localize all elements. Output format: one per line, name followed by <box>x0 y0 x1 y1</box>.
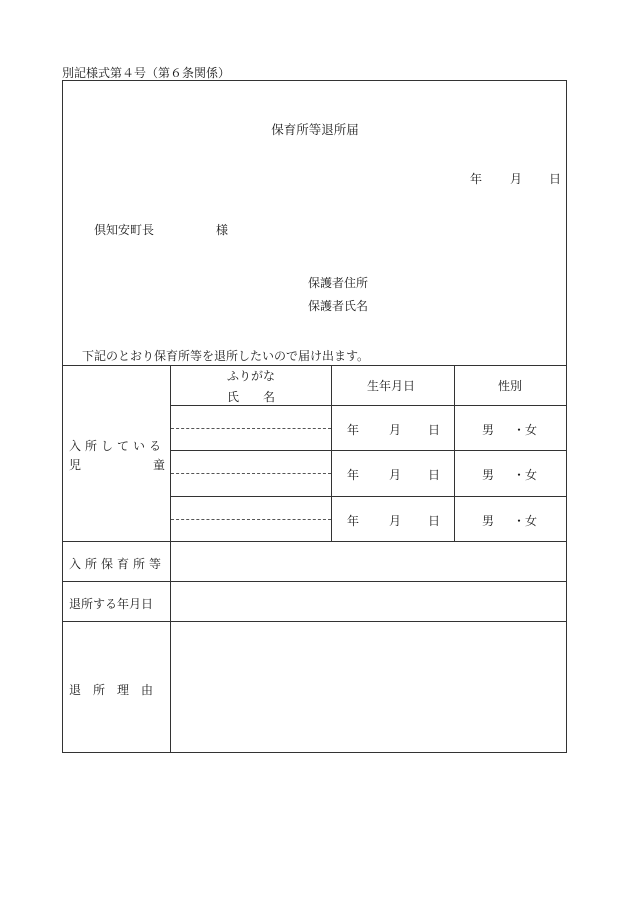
label-column-border <box>170 365 171 753</box>
date-day-label: 日 <box>549 172 562 186</box>
facility-row-bottom <box>62 581 567 582</box>
row-divider-1 <box>170 450 567 451</box>
form-id: 別記様式第４号（第６条関係） <box>62 66 231 80</box>
row1-month: 月 <box>389 423 402 437</box>
form-title: 保育所等退所届 <box>271 122 359 137</box>
form-frame <box>62 80 567 753</box>
furigana-divider-3 <box>171 519 331 520</box>
date-year-label: 年 <box>470 172 483 186</box>
birthdate-column-border <box>454 365 455 541</box>
furigana-divider-2 <box>171 473 331 474</box>
facility-label: 入所保育所等 <box>69 557 166 571</box>
row2-female: ・女 <box>513 468 538 482</box>
row2-month: 月 <box>389 468 402 482</box>
statement: 下記のとおり保育所等を退所したいので届け出ます。 <box>82 349 370 363</box>
header-gender: 性別 <box>498 379 523 393</box>
row3-female: ・女 <box>513 514 538 528</box>
header-furigana: ふりがな <box>227 369 276 383</box>
guardian-name-label: 保護者氏名 <box>308 299 369 313</box>
header-birthdate: 生年月日 <box>367 379 416 393</box>
row1-day: 日 <box>428 423 441 437</box>
header-name: 氏 名 <box>227 390 276 404</box>
name-column-border <box>331 365 332 541</box>
children-label-line2-a: 児 <box>69 458 82 472</box>
withdrawal-date-label: 退所する年月日 <box>69 597 154 611</box>
header-bottom-border <box>170 405 567 406</box>
row-divider-2 <box>170 496 567 497</box>
reason-label: 退 所 理 由 <box>69 683 154 697</box>
honorific: 様 <box>216 223 229 237</box>
row3-year: 年 <box>347 514 360 528</box>
guardian-address-label: 保護者住所 <box>308 276 369 290</box>
children-section-bottom <box>62 541 567 542</box>
date-row-bottom <box>62 621 567 622</box>
furigana-divider-1 <box>171 428 331 429</box>
row2-male: 男 <box>482 468 495 482</box>
children-label-line1: 入所している <box>69 439 166 453</box>
row2-year: 年 <box>347 468 360 482</box>
row1-female: ・女 <box>513 423 538 437</box>
row1-year: 年 <box>347 423 360 437</box>
row3-month: 月 <box>389 514 402 528</box>
addressee: 倶知安町長 <box>94 223 155 237</box>
table-top-border <box>62 365 567 366</box>
row3-day: 日 <box>428 514 441 528</box>
date-month-label: 月 <box>510 172 523 186</box>
row1-male: 男 <box>482 423 495 437</box>
row2-day: 日 <box>428 468 441 482</box>
row3-male: 男 <box>482 514 495 528</box>
children-label-line2-b: 童 <box>153 458 166 472</box>
